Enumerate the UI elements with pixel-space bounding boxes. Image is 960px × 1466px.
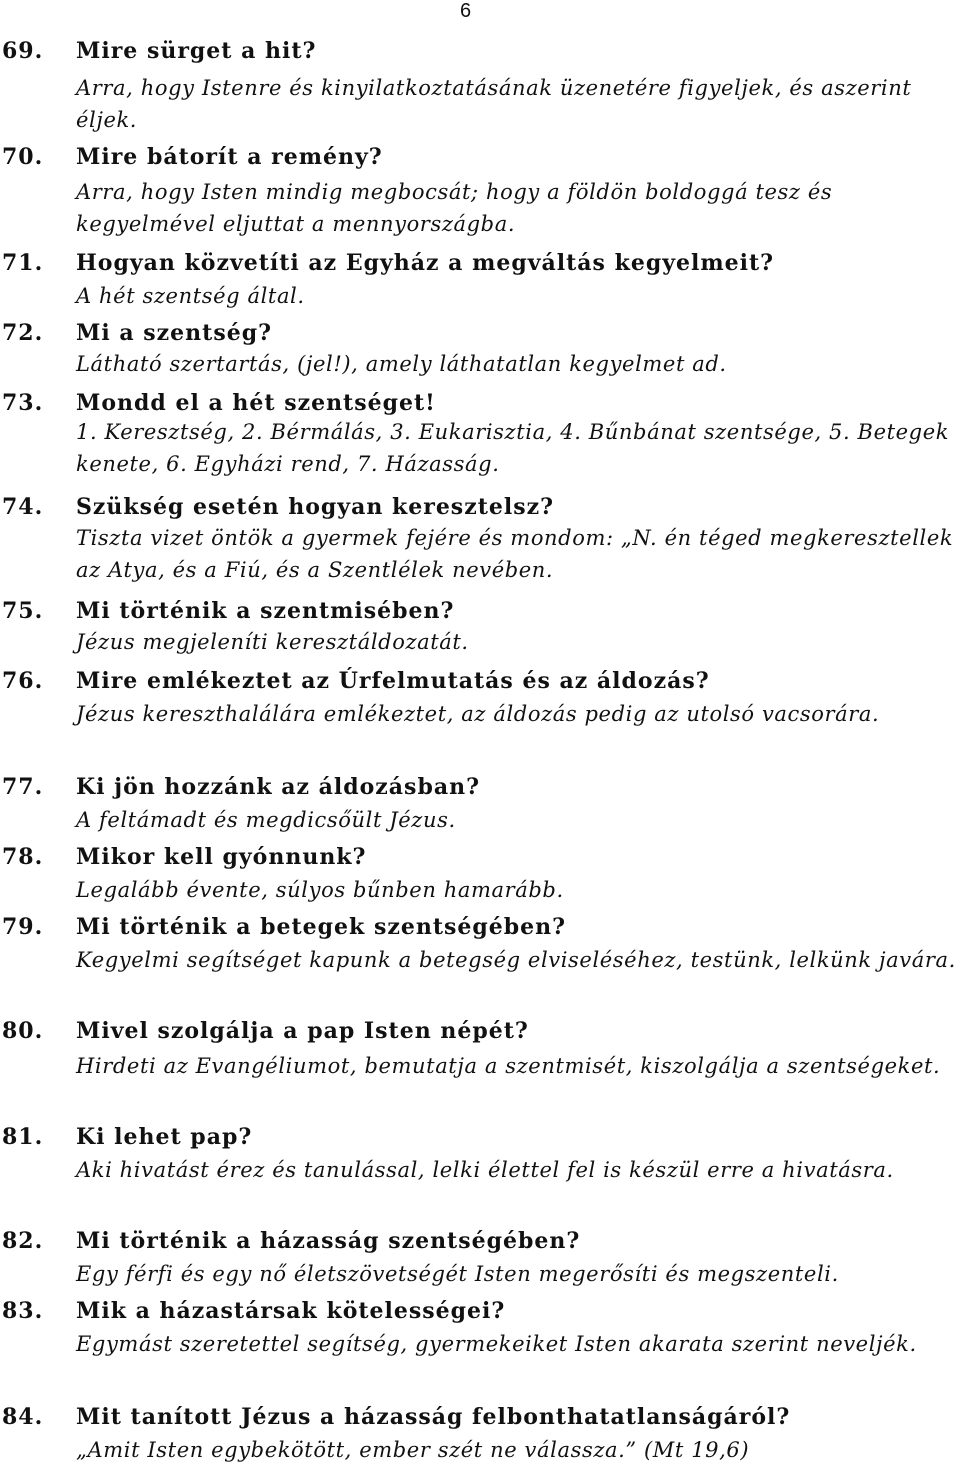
item-number: 73. <box>2 390 44 416</box>
answer: A feltámadt és megdicsőült Jézus. <box>76 808 456 832</box>
item-number: 77. <box>2 774 44 800</box>
item-number: 70. <box>2 144 44 170</box>
answer: Arra, hogy Isten mindig megbocsát; hogy a földön boldoggá tesz és kegyelmével eljuttat a mennyországba. <box>76 180 833 236</box>
answer: Jézus megjeleníti keresztáldozatát. <box>76 630 469 654</box>
answer: Egy férfi és egy nő életszövetségét Isten megerősíti és megszenteli. <box>76 1262 839 1286</box>
answer: A hét szentség által. <box>76 284 305 308</box>
item-number: 78. <box>2 844 44 870</box>
page-number: 6 <box>460 0 472 22</box>
question: Mi történik a betegek szentségében? <box>76 914 567 940</box>
answer: „Amit Isten egybekötött, ember szét ne válassza.” (Mt 19,6) <box>76 1438 750 1462</box>
question: Mi történik a házasság szentségében? <box>76 1228 581 1254</box>
item-number: 84. <box>2 1404 44 1430</box>
question: Mire emlékeztet az Úrfelmutatás és az áldozás? <box>76 668 710 694</box>
question: Ki jön hozzánk az áldozásban? <box>76 774 480 800</box>
item-number: 81. <box>2 1124 44 1150</box>
question: Mondd el a hét szentséget! <box>76 390 436 416</box>
question: Mit tanított Jézus a házasság felbonthatatlanságáról? <box>76 1404 791 1430</box>
answer: 1. Keresztség, 2. Bérmálás, 3. Eukarisztia, 4. Bűnbánat szentsége, 5. Betegek kenete, 6. Egyházi rend, 7. Házasság. <box>76 420 950 476</box>
question: Mire bátorít a remény? <box>76 144 383 170</box>
question: Mire sürget a hit? <box>76 38 317 64</box>
item-number: 83. <box>2 1298 44 1324</box>
question: Mi a szentség? <box>76 320 272 346</box>
question: Mik a házastársak kötelességei? <box>76 1298 506 1324</box>
question: Ki lehet pap? <box>76 1124 253 1150</box>
answer: Arra, hogy Istenre és kinyilatkoztatásának üzenetére figyeljek, és aszerint éljek. <box>76 76 912 132</box>
answer: Hirdeti az Evangéliumot, bemutatja a szentmisét, kiszolgálja a szentségeket. <box>76 1054 941 1078</box>
answer: Legalább évente, súlyos bűnben hamarább. <box>76 878 564 902</box>
question: Hogyan közvetíti az Egyház a megváltás kegyelmeit? <box>76 250 775 276</box>
answer: Kegyelmi segítséget kapunk a betegség elviseléséhez, testünk, lelkünk javára. <box>76 948 956 972</box>
item-number: 82. <box>2 1228 44 1254</box>
item-number: 79. <box>2 914 44 940</box>
question: Mivel szolgálja a pap Isten népét? <box>76 1018 529 1044</box>
item-number: 74. <box>2 494 44 520</box>
answer: Jézus kereszthalálára emlékeztet, az áldozás pedig az utolsó vacsorára. <box>76 702 880 726</box>
item-number: 71. <box>2 250 44 276</box>
question: Szükség esetén hogyan keresztelsz? <box>76 494 554 520</box>
item-number: 72. <box>2 320 44 346</box>
item-number: 69. <box>2 38 44 64</box>
answer: Egymást szeretettel segítség, gyermekeiket Isten akarata szerint neveljék. <box>76 1332 917 1356</box>
answer: Tiszta vizet öntök a gyermek fejére és mondom: „N. én téged megkeresztellek az Atya, és a Fiú, és a Szentlélek nevében. <box>76 526 954 582</box>
question: Mi történik a szentmisében? <box>76 598 455 624</box>
item-number: 80. <box>2 1018 44 1044</box>
answer: Látható szertartás, (jel!), amely láthatatlan kegyelmet ad. <box>76 352 727 376</box>
answer: Aki hivatást érez és tanulással, lelki élettel fel is készül erre a hivatásra. <box>76 1158 894 1182</box>
question: Mikor kell gyónnunk? <box>76 844 367 870</box>
item-number: 76. <box>2 668 44 694</box>
item-number: 75. <box>2 598 44 624</box>
